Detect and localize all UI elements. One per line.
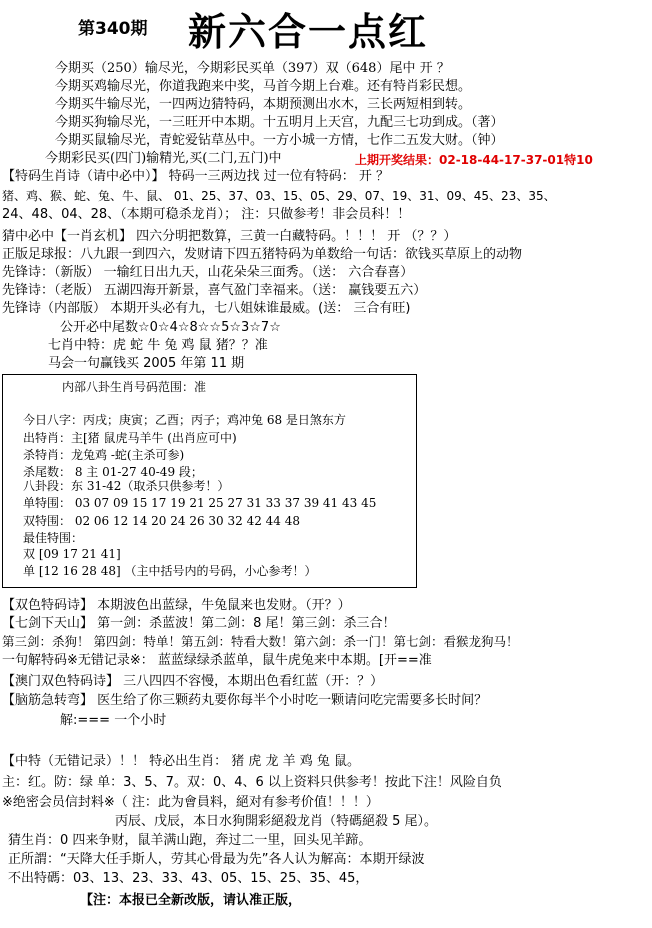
line: 【双色特码诗】 本期波色出蓝绿，牛兔鼠来也发财。（开？） [2,598,351,613]
line: 七肖中特：虎 蛇 牛 兔 鸡 鼠 猪？？准 [48,338,268,353]
line: 今期彩民买(四门)输精光,买(二门,五门)中 [45,151,282,166]
line: 【脑筋急转弯】 医生给了你三颗药丸要你每半个小时吃一颗请问吃完需要多长时间？ [2,693,488,708]
line: 【特码生肖诗（请中必中）】 特码一三两边找 过一位有特码： 开 ？ [2,169,390,184]
box-line: 今日八字：丙戌；庚寅；乙酉；丙子；鸡冲兔 68 是日煞东方 [23,413,346,427]
line: ※绝密会员信封料※（ 注：此为會員料，絕对有参考价值！！！） [2,795,379,810]
line: 先锋诗（内部版） 本期开头必有九，七八姐妹谁最威。(送： 三合有旺) [2,301,411,316]
line: 【澳门双色特码诗】 三八四四不容慢，本期出色看红蓝（开：？） [2,674,384,689]
line: 第三剑：杀狗！ 第四剑：特单！第五剑：特看大数！第六剑：杀一门！第七剑：看猴龙狗马！ [2,634,519,649]
box-line: 杀特肖：龙兔鸡 -蛇(主杀可参) [23,448,185,462]
line: 丙辰、戊辰，本日水狗開彩絕殺龙肖（特碼絕殺 5 尾）。 [115,814,438,829]
last-result: 上期开奖结果：02-18-44-17-37-01特10 [355,153,593,167]
line: 今期买牛输尽光，一四两边猜特码，本期预测出水木，三长两短相到转。 [55,97,472,112]
line: 主：红。防：绿 单：3、5、7。双：0、4、6 以上资料只供参考！按此下注！风险自负 [2,775,502,790]
line: 今期买（250）输尽光，今期彩民买单（397）双（648）尾中 开 ？ [55,61,450,76]
line: 正版足球报：八九跟一到四六，发财请下四五猪特码为单数给一句话：欲钱买草原上的动物 [2,247,523,262]
line: 今期买鼠输尽光，青蛇爱钻草丛中。一方小城一方情，七作二五发大财。（钟） [55,133,504,148]
line: 解:=== 一个小时 [60,713,167,728]
box-line: 单特围： 03 07 09 15 17 19 21 25 27 31 33 37 39 41 43 45 [23,496,377,510]
box-line: 出特肖：主[猪 鼠虎马羊牛 (出肖应可中) [23,431,237,445]
box-line: 杀尾数： 8 主 01-27 40-49 段； [23,465,203,479]
line: 先锋诗：（新版） 一输红日出九天，山花朵朵三面秀。（送： 六合春喜） [2,265,414,280]
line: 今期买鸡输尽光，你道我跑来中奖，马首今期上台难。还有特肖彩民想。 [55,79,472,94]
box-line: 双 [09 17 21 41] [23,547,121,561]
box-line: 双特围： 02 06 12 14 20 24 26 30 32 42 44 48 [23,514,301,528]
box-heading: 内部八卦生肖号码范围：准 [62,380,207,394]
line: 【七剑下天山】 第一剑：杀蓝波！第二剑：8 尾！第三剑：杀三合！ [2,616,396,631]
line: 先锋诗：（老版） 五湖四海开新景，喜气盈门幸福来。（送： 赢钱要五六） [2,283,427,298]
line: 24、48、04、28、（本期可稳杀龙肖）； 注：只做参考！非会员科！！ [2,207,411,222]
line: 猜生肖：0 四来争财，鼠羊满山跑，奔过二一里，回头见羊蹄。 [8,833,372,848]
line: 猜中必中【一肖玄机】 四六分明把数算，三黄一白藏特码。！！！ 开 （？？） [2,229,457,244]
line: 【中特（无错记录）！！ 特必出生肖： 猪 虎 龙 羊 鸡 兔 鼠。 [2,754,361,769]
line: 马会一句赢钱买 2005 年第 11 期 [48,356,245,371]
line: 今期买狗输尽光，一三旺开中本期。十五明月上天宫，九配三七功到成。（著） [55,115,504,130]
box-line: 最佳特围： [23,531,84,545]
box-line: 单 [12 16 28 48] （主中括号内的号码，小心参考！） [23,564,317,578]
line: 猪、鸡、猴、蛇、兔、牛、鼠、 01、25、37、03、15、05、29、07、19、31、09、45、23、35、 [2,189,556,203]
line: 正所謂：“天降大任手斯人，劳其心骨最为先”各人认为解高：本期开绿波 [8,852,425,867]
box-line: 八卦段：东 31-42（取杀只供参考！） [23,479,230,493]
line: 不出特碼：03、13、23、33、43、05、15、25、35、45， [8,871,369,886]
issue-number: 第340期 [78,19,148,39]
line: 公开必中尾数☆0☆4☆8☆☆5☆3☆7☆ [60,320,281,335]
page-title: 新六合一点红 [188,9,429,54]
footer-note: 【注：本报已全新改版，请认准正版， [80,893,302,908]
line: 一句解特码※无错记录※： 蓝蓝绿绿杀蓝单，鼠牛虎兔来中本期。[开==准 [2,653,432,668]
